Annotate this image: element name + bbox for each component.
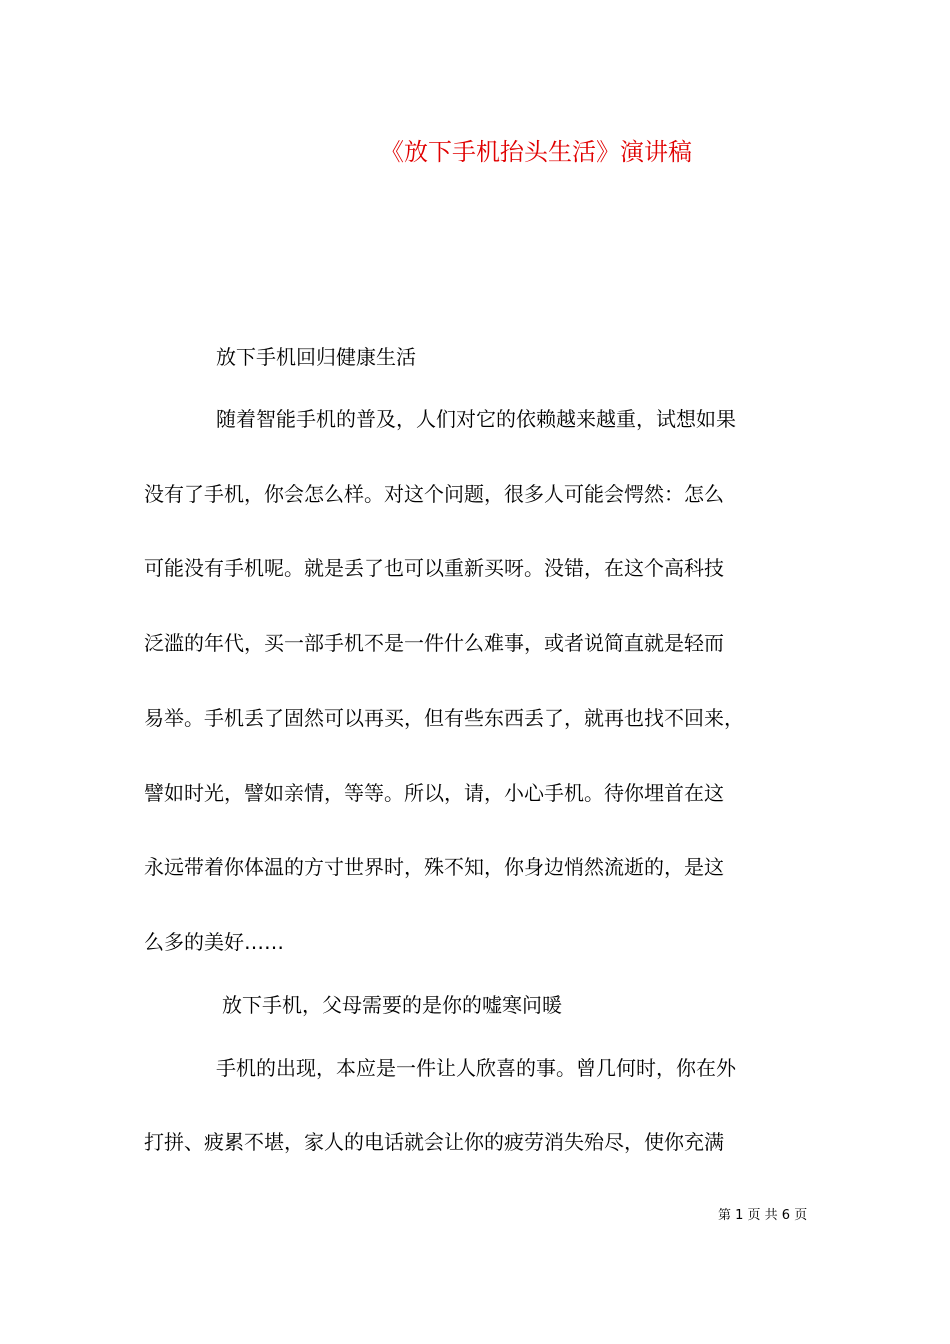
page-footer: 第 1 页 共 6 页 xyxy=(718,1208,808,1223)
paragraph-line: 永远带着你体温的方寸世界时，殊不知，你身边悄然流逝的，是这 xyxy=(144,855,724,879)
section-heading: 放下手机回归健康生活 xyxy=(216,345,416,369)
paragraph-line: 可能没有手机呢。就是丢了也可以重新买呀。没错，在这个高科技 xyxy=(144,556,724,580)
paragraph-line: 譬如时光，譬如亲情，等等。所以，请，小心手机。待你埋首在这 xyxy=(144,781,724,805)
paragraph-line: 手机的出现，本应是一件让人欣喜的事。曾几何时，你在外 xyxy=(216,1056,736,1080)
paragraph-line: 泛滥的年代，买一部手机不是一件什么难事，或者说简直就是轻而 xyxy=(144,631,724,655)
section-heading: 放下手机，父母需要的是你的嘘寒问暖 xyxy=(222,993,562,1017)
paragraph-line: 打拼、疲累不堪，家人的电话就会让你的疲劳消失殆尽，使你充满 xyxy=(144,1130,724,1154)
paragraph-line: 易举。手机丢了固然可以再买，但有些东西丢了，就再也找不回来， xyxy=(144,706,744,730)
paragraph-line: 没有了手机，你会怎么样。对这个问题，很多人可能会愕然：怎么 xyxy=(144,482,724,506)
paragraph-line: 随着智能手机的普及，人们对它的依赖越来越重，试想如果 xyxy=(216,407,736,431)
paragraph-line: 么多的美好…… xyxy=(144,930,284,954)
document-title: 《放下手机抬头生活》演讲稿 xyxy=(380,138,692,166)
